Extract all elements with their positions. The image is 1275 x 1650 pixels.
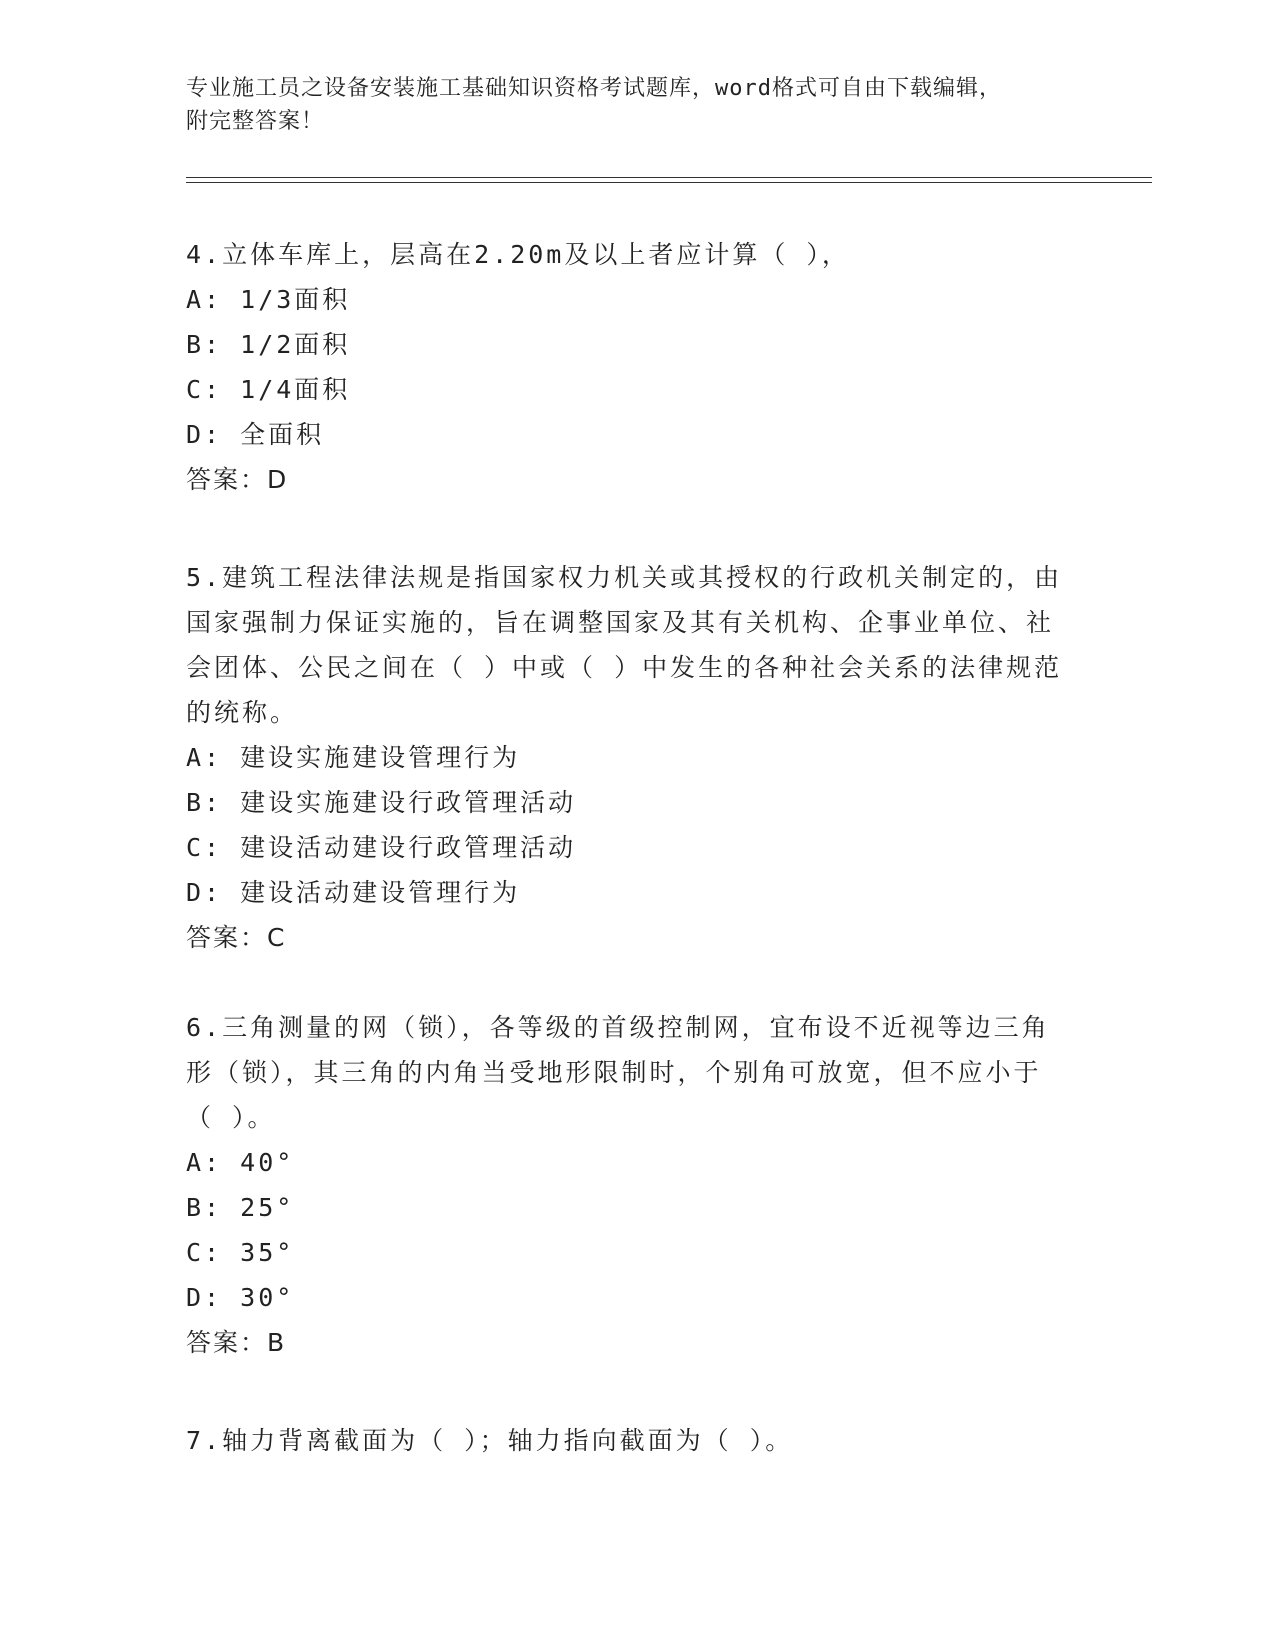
header-line-2: 附完整答案！ (186, 109, 325, 134)
option-c: C: 建设活动建设行政管理活动 (186, 833, 577, 862)
answer-label: 答案：D (186, 465, 289, 494)
answer-label: 答案：B (186, 1328, 287, 1357)
question-7 (186, 1418, 1066, 1463)
option-c: C: 35° (186, 1238, 295, 1267)
option-a: A: 1/3面积 (186, 285, 351, 314)
question-stem: 5.建筑工程法律法规是指国家权力机关或其授权的行政机关制定的，由国家强制力保证实施的，旨在调整国家及其有关机构、企事业单位、社会团体、公民之间在（ ）中或（ ）中发生的各种社会关系的法律规范的统称。 (186, 563, 1063, 727)
option-b: B: 25° (186, 1193, 295, 1222)
answer-label: 答案：C (186, 923, 287, 952)
header-divider-top (186, 177, 1152, 178)
option-d: D: 30° (186, 1283, 295, 1312)
option-d: D: 全面积 (186, 420, 325, 449)
option-a: A: 建设实施建设管理行为 (186, 743, 521, 772)
question-6 (186, 1005, 1066, 1365)
option-b: B: 建设实施建设行政管理活动 (186, 788, 577, 817)
question-5 (186, 555, 1066, 960)
question-4 (186, 232, 1066, 502)
header-line-1: 专业施工员之设备安装施工基础知识资格考试题库，word格式可自由下载编辑， (186, 76, 1002, 101)
question-stem: 4.立体车库上，层高在2.20m及以上者应计算（ ）， (186, 240, 850, 269)
option-c: C: 1/4面积 (186, 375, 351, 404)
header-divider-bottom (186, 182, 1152, 183)
question-stem: 6.三角测量的网（锁），各等级的首级控制网，宜布设不近视等边三角形（锁），其三角的内角当受地形限制时，个别角可放宽，但不应小于（ ）。 (186, 1013, 1050, 1132)
option-a: A: 40° (186, 1148, 295, 1177)
option-d: D: 建设活动建设管理行为 (186, 878, 521, 907)
question-stem: 7.轴力背离截面为（ ）；轴力指向截面为（ ）。 (186, 1426, 794, 1455)
option-b: B: 1/2面积 (186, 330, 351, 359)
document-header (186, 72, 1066, 138)
